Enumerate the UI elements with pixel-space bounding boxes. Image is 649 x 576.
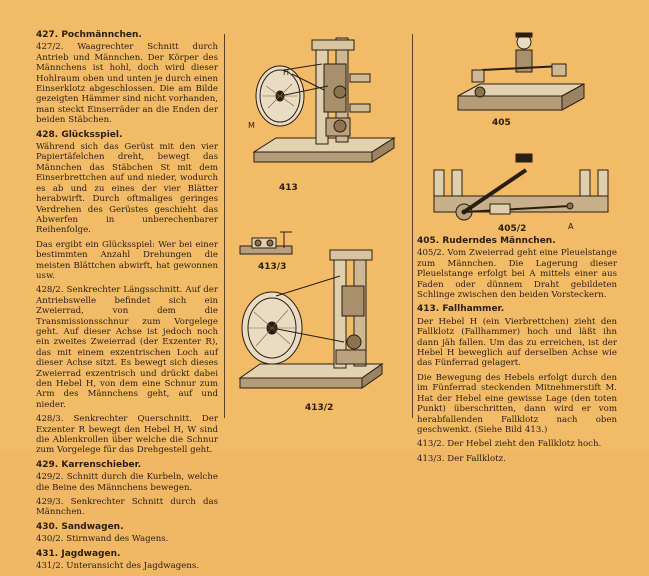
- section-heading: 428. Glücksspiel.: [36, 129, 123, 140]
- paragraph: 427/2. Waagrechter Schnitt durch Antrieb und Männchen. Der Körper des Männchens ist hohl, doch wird dieser Hohlraum oben und unten je durch einen Einserklotz abgeschlossen. Die am Bilde gezeigten Hämmer sind nicht vorhanden, man steckt Einserräder an die Enden der beiden Stäbchen.: [36, 42, 218, 126]
- paragraph: 429/3. Senkrechter Schnitt durch das Männchen.: [36, 497, 218, 518]
- section-heading: 427. Pochmännchen.: [36, 30, 142, 40]
- section-413: [417, 304, 617, 464]
- section-427: [36, 30, 218, 126]
- figure-caption: 413: [279, 183, 298, 193]
- figure-caption: 405/2: [498, 224, 527, 234]
- right-text-column: [417, 236, 617, 468]
- section-heading: 431. Jagdwagen.: [36, 548, 121, 559]
- section-428: [36, 130, 218, 456]
- label-h: H: [283, 68, 290, 77]
- paragraph: 431/2. Unteransicht des Jagdwagens.: [36, 561, 200, 572]
- column-divider: [412, 34, 413, 418]
- section-heading: 405. Ruderndes Männchen.: [417, 236, 556, 246]
- paragraph: 430/2. Stirnwand des Wagens.: [36, 534, 169, 545]
- paragraph: 428/3. Senkrechter Querschnitt. Der Exzenter R bewegt den Hebel H, W sind die Ablenkrollen über welche die Schnur zum Vorgelege für das Drehgestell geht.: [36, 414, 218, 456]
- paragraph: Der Hebel H (ein Vierbrettchen) zieht den Fallklotz (Fallhammer) hoch und läßt ihn dann jäh fallen. Um das zu erreichen, ist der Hebel H beweglich auf derselben Achse wie das Fünferrad gelagert.: [417, 316, 617, 369]
- section-405: [417, 236, 617, 300]
- section-heading: 429. Karrenschieber.: [36, 459, 142, 470]
- section-heading: 413. Fallhammer.: [417, 304, 505, 315]
- paragraph: Das ergibt ein Glücksspiel: Wer bei einer bestimmten Anzahl Drehungen die meisten Blättchen abwirft, hat gewonnen usw.: [36, 239, 218, 281]
- figure-caption: 405: [492, 118, 511, 128]
- paragraph: 413/3. Der Fallklotz.: [417, 453, 506, 464]
- left-text-column: [36, 30, 218, 576]
- figure-405-drawing: [452, 30, 592, 120]
- section-431: [36, 549, 218, 572]
- figure-405-2-drawing: [430, 150, 612, 226]
- label-m: M: [248, 121, 255, 130]
- figure-caption: 413/3: [258, 262, 287, 272]
- figure-413-2-drawing: [232, 246, 410, 406]
- section-430: [36, 522, 218, 545]
- paragraph: 428/2. Senkrechter Längsschnitt. Auf der Antriebswelle befindet sich ein Zweierrad, von dem die Transmissionsschnur zum Vorgelege geht. Auf dieser Achse ist jedoch noch ein zweites Zweierrad (der Exzenter R), das mit einem exzentrischen Loch auf dieser Achse sitzt. Es bewegt sich dieses Zweierrad exzentrisch und drückt dabei den Hebel H, von dem eine Schnur zum Arm des Männchens geht, auf und nieder.: [36, 285, 218, 410]
- paragraph: Während sich das Gerüst mit den vier Papiertäfelchen dreht, bewegt das Männchen das Stäbchen St mit dem Einserbrettchen auf und nieder, wodurch es ab und zu eines der vier Blätter herabwirft. Durch oftmaliges geringes Verdrehen des Gerüstes geschieht das Abwerfen in unberechenbarer Reihenfolge.: [36, 142, 218, 236]
- column-divider: [224, 34, 225, 418]
- figure-413-drawing: [232, 34, 410, 194]
- paragraph: 405/2. Vom Zweierrad geht eine Pleuelstange zum Männchen. Die Lagerung dieser Pleuelstange erfolgt bei A mittels einer aus Faden oder dünnem Draht gebildeten Schlinge zwischen den beiden Vorsteckern.: [417, 248, 617, 301]
- section-heading: 430. Sandwagen.: [36, 521, 124, 532]
- paragraph: Die Bewegung des Hebels erfolgt durch den im Fünferrad steckenden Mitnehmerstift M. Hat der Hebel eine gewisse Lage (den toten Punkt) überschritten, dann wird er vom herabfallenden Fallklotz nach oben geschwenkt. (Siehe Bild 413.): [417, 372, 617, 435]
- figure-caption: 413/2: [305, 403, 334, 413]
- paragraph: 413/2. Der Hebel zieht den Fallklotz hoch.: [417, 439, 602, 450]
- section-429: [36, 460, 218, 518]
- paragraph: 429/2. Schnitt durch die Kurbeln, welche die Beine des Männchens bewegen.: [36, 472, 218, 493]
- label-a: A: [568, 222, 574, 231]
